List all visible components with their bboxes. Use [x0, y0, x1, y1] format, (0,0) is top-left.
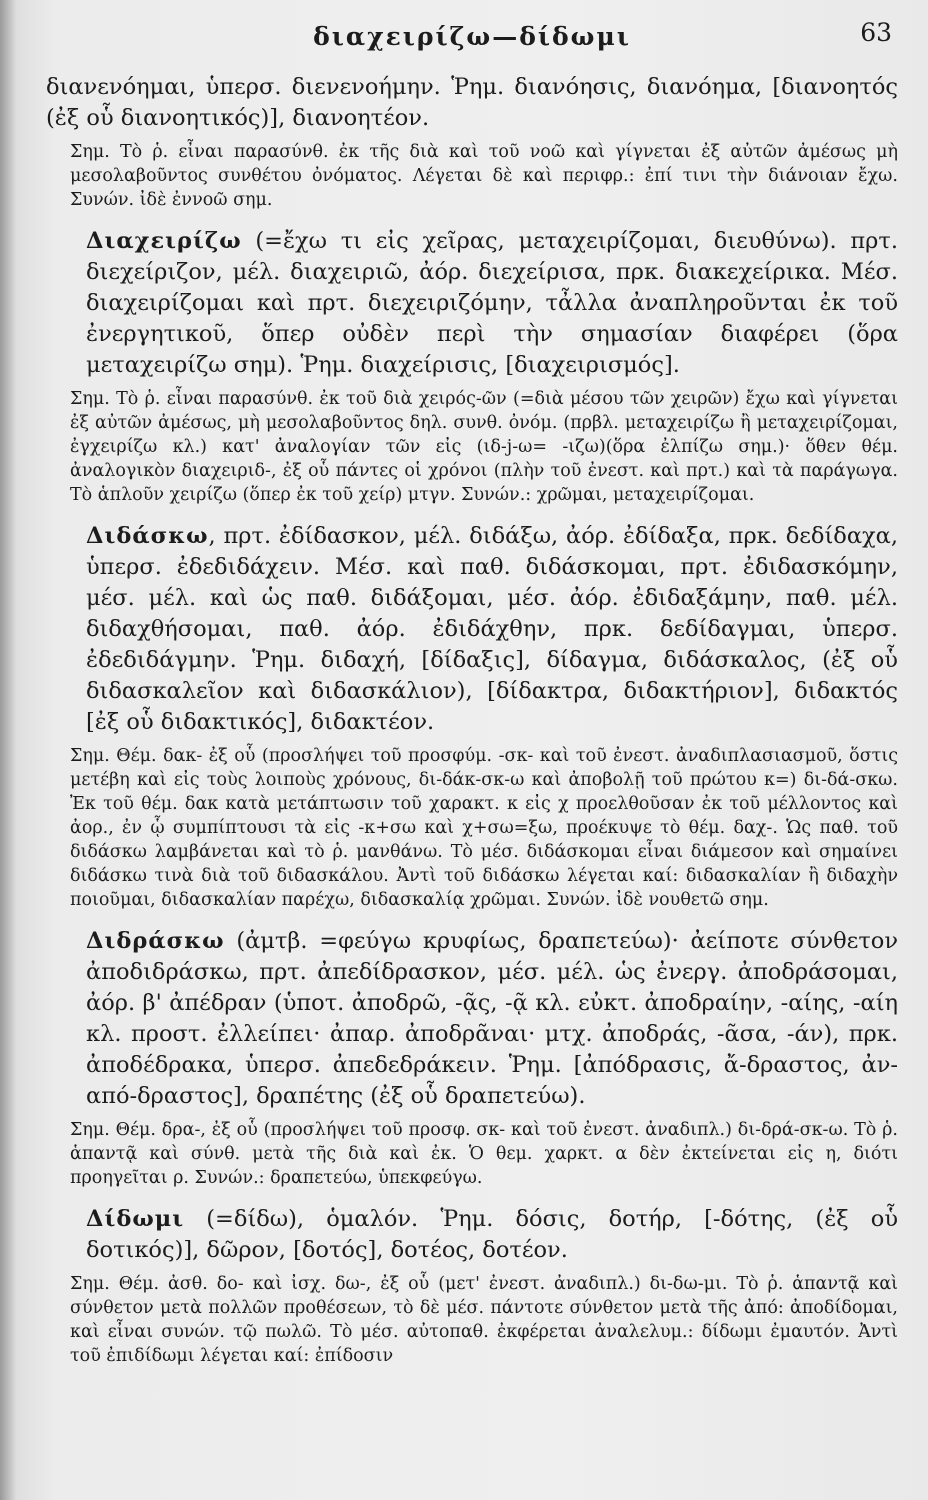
entry-didasko	[46, 521, 898, 912]
entry-body: διανενόημαι, ὑπερσ. διενενοήμην. Ῥημ. διανόησις, διανόημα, [διανοητός (ἐξ οὗ διανοητικός)], διανοητέον.	[46, 74, 898, 131]
entry-note: Σημ. Θέμ. δρα-, ἐξ οὗ (προσλήψει τοῦ προσφ. σκ- καὶ τοῦ ἐνεστ. ἀναδιπλ.) δι-δρά-σκ-ω. Τὸ ῥ. ἁπαντᾷ καὶ σύνθ. μετὰ τῆς διὰ καὶ ἐκ. Ὁ θεμ. χαρκτ. α δὲν ἐκτείνεται εἰς η, διότι προηγεῖται ρ. Συνών.: δραπετεύω, ὑπεκφεύγω.	[70, 1120, 898, 1188]
entry-lemma: Δίδωμι	[86, 1206, 185, 1232]
entry-main-text	[46, 521, 898, 738]
entry-lemma: Διδράσκω	[86, 928, 225, 954]
entry-body: , πρτ. ἐδίδασκον, μέλ. διδάξω, ἀόρ. ἐδίδαξα, πρκ. δεδίδαχα, ὑπερσ. ἐδεδιδάχειν. Μέσ. καὶ παθ. διδάσκομαι, πρτ. ἐδιδασκόμην, μέσ. μέλ. καὶ ὡς παθ. διδάξομαι, μέσ. ἀόρ. ἐδιδαξάμην, παθ. μέλ. διδαχθήσομαι, παθ. ἀόρ. ἐδιδάχθην, πρκ. δεδίδαγμαι, ὑπερσ. ἐδεδιδάγμην. Ῥημ. διδαχή, [δίδαξις], δίδαγμα, διδάσκαλος, (ἐξ οὗ διδασκαλεῖον καὶ διδασκάλιον), [δίδακτρα, διδακτήριον], διδακτός [ἐξ οὗ διδακτικός], διδακτέον.	[86, 523, 898, 735]
entry-body: (=δίδω), ὁμαλόν. Ῥημ. δόσις, δοτήρ, [-δότης, (ἐξ οὗ δοτικός)], δῶρον, [δοτός], δοτέος, δοτέον.	[86, 1206, 898, 1263]
page-number: 63	[860, 18, 892, 47]
entry-main-text	[46, 226, 898, 381]
page-header	[46, 14, 898, 58]
entry-didomi	[46, 1204, 898, 1368]
running-head: διαχειρίζω—δίδωμι	[313, 22, 631, 51]
entry-note: Σημ. Θέμ. ἀσθ. δο- καὶ ἰσχ. δω-, ἐξ οὗ (μετ' ἐνεστ. ἀναδιπλ.) δι-δω-μι. Τὸ ῥ. ἁπαντᾷ καὶ σύνθετον μετὰ πολλῶν προθέσεων, τὸ δὲ μέσ. πάντοτε σύνθετον μετὰ τῆς ἀπό: ἀποδίδομαι, καὶ εἶναι συνών. τῷ πωλῶ. Τὸ μέσ. αὐτοπαθ. ἐκφέρεται ἀναλελυμ.: δίδωμι ἐμαυτόν. Ἀντὶ τοῦ ἐπιδίδωμι λέγεται καί: ἐπίδοσιν	[70, 1274, 898, 1366]
entry-lemma: Διαχειρίζω	[86, 228, 242, 254]
entry-main-text	[46, 926, 898, 1112]
entry-body: (=ἔχω τι εἰς χεῖρας, μεταχειρίζομαι, διευθύνω). πρτ. διεχείριζον, μέλ. διαχειριῶ, ἀόρ. διεχείρισα, πρκ. διακεχείρικα. Μέσ. διαχειρίζομαι καὶ πρτ. διεχειριζόμην, τἆλλα ἀναπληροῦνται ἐκ τοῦ ἐνεργητικοῦ, ὅπερ οὐδὲν περὶ τὴν σημασίαν διαφέρει (ὅρα μεταχειρίζω σημ). Ῥημ. διαχείρισις, [διαχειρισμός].	[86, 228, 898, 378]
entry-main-text	[46, 72, 898, 134]
entry-lemma: Διδάσκω	[86, 523, 209, 549]
entry-note: Σημ. Θέμ. δακ- ἐξ οὗ (προσλήψει τοῦ προσφύμ. -σκ- καὶ τοῦ ἐνεστ. ἀναδιπλασιασμοῦ, ὅστις μετέβη καὶ εἰς τοὺς λοιποὺς χρόνους, δι-δάκ-σκ-ω καὶ ἀποβολῇ τοῦ πρώτου κ=) δι-δά-σκω. Ἐκ τοῦ θέμ. δακ κατὰ μετάπτωσιν τοῦ χαρακτ. κ εἰς χ προελθοῦσαν ἐκ τοῦ μέλλοντος καὶ ἀορ., ἐν ᾧ συμπίπτουσι τὰ εἰς -κ+σω καὶ χ+σω=ξω, προέκυψε τὸ θέμ. δαχ-. Ὡς παθ. τοῦ διδάσκω λαμβάνεται καὶ τὸ ῥ. μανθάνω. Τὸ μέσ. διδάσκομαι εἶναι διάμεσον καὶ σημαίνει διδάσκω τινὰ διὰ τοῦ διδασκάλου. Ἀντὶ τοῦ διδάσκω λέγεται καί: διδασκαλίαν ἢ διδαχὴν ποιοῦμαι, διδασκαλίαν παρέχω, διδασκαλίᾳ χρῶμαι. Συνών. ἰδὲ νουθετῶ σημ.	[70, 746, 898, 910]
entry-note: Σημ. Τὸ ῥ. εἶναι παρασύνθ. ἐκ τοῦ διὰ χειρός-ῶν (=διὰ μέσου τῶν χειρῶν) ἔχω καὶ γίγνεται ἐξ αὐτῶν ἀμέσως, μὴ μεσολαβοῦντος δηλ. συνθ. ὀνόμ. (πρβλ. μεταχειρίζω ἢ μεταχειρίζομαι, ἐγχειρίζω κλ.) κατ' ἀναλογίαν τῶν εἰς (ιδ-j-ω= -ιζω)(ὅρα ἐλπίζω σημ.)· ὅθεν θέμ. ἀναλογικὸν διαχειριδ-, ἐξ οὗ πάντες οἱ χρόνοι (πλὴν τοῦ ἐνεστ. καὶ πρτ.) καὶ τὰ παράγωγα. Τὸ ἁπλοῦν χειρίζω (ὅπερ ἐκ τοῦ χείρ) μτγν. Συνών.: χρῶμαι, μεταχειρίζομαι.	[70, 389, 898, 505]
entry-didrasko	[46, 926, 898, 1190]
entry-diaxeirizo	[46, 226, 898, 507]
entry-continuation	[46, 72, 898, 212]
entry-note: Σημ. Τὸ ῥ. εἶναι παρασύνθ. ἐκ τῆς διὰ καὶ τοῦ νοῶ καὶ γίγνεται ἐξ αὐτῶν ἀμέσως μὴ μεσολαβοῦντος συνθέτου ὀνόματος. Λέγεται δὲ καὶ περιφρ.: ἐπί τινι τὴν διάνοιαν ἔχω. Συνών. ἰδὲ ἐννοῶ σημ.	[70, 142, 898, 210]
entry-main-text	[46, 1204, 898, 1266]
entry-body: (ἀμτβ. =φεύγω κρυφίως, δραπετεύω)· ἀείποτε σύνθετον ἀποδιδράσκω, πρτ. ἀπεδίδρασκον, μέσ. μέλ. ὡς ἐνεργ. ἀποδράσομαι, ἀόρ. β' ἀπέδραν (ὑποτ. ἀποδρῶ, -ᾷς, -ᾷ κλ. εὐκτ. ἀποδραίην, -αίης, -αίη κλ. προστ. ἐλλείπει· ἀπαρ. ἀποδρᾶναι· μτχ. ἀποδράς, -ᾶσα, -άν), πρκ. ἀποδέδρακα, ὑπερσ. ἀπεδεδράκειν. Ῥημ. [ἀπόδρασις, ἄ-δραστος, ἀν-από-δραστος], δραπέτης (ἐξ οὗ δραπετεύω).	[86, 928, 899, 1109]
